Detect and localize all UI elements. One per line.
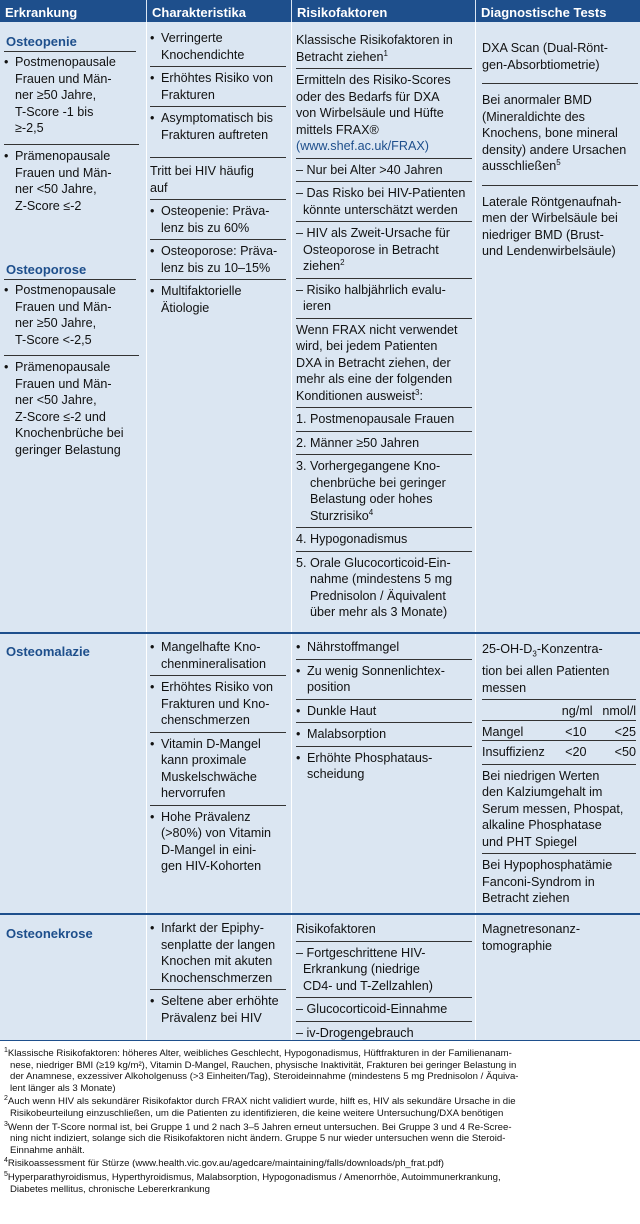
list-item: – iv-Drogengebrauch [296, 1025, 414, 1040]
list-item: • Dunkle Haut [296, 703, 472, 720]
lateral-xray: Laterale Röntgenaufnah- men der Wirbelsäule bei niedriger BMD (Brust- und Lendenwirbelsäule) [482, 194, 622, 258]
vitamin-d-table: ng/ml nmol/l Mangel <10 <25 Insuffizienz <20 <50 [482, 704, 636, 760]
frax-alternative: Wenn FRAX nicht verwendet wird, bei jedem Patienten DXA in Betracht ziehen, der mehr als eine der folgenden Konditionen ausweist$^3$: [296, 322, 458, 403]
list-item: – Fortgeschrittene HIV- Erkrankung (niedrige CD4- und T-Zellzahlen) [296, 945, 433, 993]
osteopenie-conditions [4, 54, 139, 214]
vitamin-d-measure: $25-OH-D_3-Konzentra-$ tion bei allen Patienten messen [482, 642, 610, 695]
list-item: – Risiko halbjährlich evalu- ieren [296, 282, 446, 313]
list-item: – Glucocorticoid-Einnahme [296, 1002, 448, 1016]
list-item: • Hohe Prävalenz (>80%) von Vitamin D-Mangel in eini- gen HIV-Kohorten [150, 809, 286, 875]
list-item: • Mangelhafte Kno- chenmineralisation [150, 639, 286, 672]
list-item: • Vitamin D-Mangel kann proximale Muskelschwäche hervorrufen [150, 736, 286, 802]
osteomalazie-characteristics [150, 639, 286, 875]
footnotes [4, 1048, 636, 1195]
footnote-4: $^4$Risikoassessment für Stürze (www.health.vic.gov.au/agedcare/maintaining/falls/downloads/ph_frat.pdf) [4, 1157, 444, 1170]
table-row: Mangel <10 <25 [482, 724, 636, 739]
title-osteopenie: Osteopenie [6, 34, 77, 49]
list-item: • Erhöhte Phosphataus- scheidung [296, 750, 472, 783]
osteonekrose-tests: Magnetresonanz- tomographie [482, 922, 581, 953]
list-item: • Prämenopausale Frauen und Män- ner <50 Jahre, Z-Score ≤-2 [4, 148, 139, 214]
list-item: • Multifaktorielle Ätiologie [150, 283, 286, 316]
osteoporose-conditions [4, 282, 139, 458]
list-item: 3. Vorhergegangene Kno- chenbrüche bei geringer Belastung oder hohes Sturzrisiko$^4$ [296, 459, 446, 523]
footnote-2: $^2$Auch wenn HIV als sekundärer Risikofaktor durch FRAX nicht validiert wurde, hilft es, HIV als sekundäre Ursache in die Risikobeurteilung einzuschließen, um die Patienten zu identifizieren, die keine weitere Untersuchung/DXA benötigen [4, 1095, 516, 1119]
frax-score: Ermitteln des Risiko-Scores oder des Bedarfs für DXA von Wirbelsäule und Hüfte mittels FRAX® (www.shef.ac.uk/FRAX) [296, 72, 472, 155]
osteopenie-characteristics [150, 30, 286, 316]
table-row: Insuffizienz <20 <50 [482, 745, 636, 760]
bmd-check: Bei anormaler BMD (Mineraldichte des Knochens, bone mineral density) andere Ursachen ausschließen$^5$ [482, 93, 627, 173]
list-item: • Malabsorption [296, 726, 472, 743]
list-item: • Prämenopausale Frauen und Män- ner <50 Jahre, Z-Score ≤-2 und Knochenbrüche bei geringer Belastung [4, 359, 139, 458]
list-item: 4. Hypogonadismus [296, 532, 408, 546]
list-item: • Osteoporose: Präva- lenz bis zu 10–15% [150, 243, 286, 276]
footnote-5: $^5$Hyperparathyroidismus, Hyperthyroidismus, Malabsorption, Hypogonadismus / Amenorrhöe, Autoimmunerkrankung, Diabetes mellitus, chronische Lebererkrankung [4, 1170, 501, 1195]
header-erkrankung: Erkrankung [0, 0, 146, 22]
list-item: 5. Orale Glucocorticoid-Ein- nahme (mindestens 5 mg Prednisolon / Äquivalent über mehr als 3 Monate) [296, 555, 453, 619]
list-item: 2. Männer ≥50 Jahren [296, 435, 420, 450]
list-item: • Asymptomatisch bis Frakturen auftreten [150, 110, 286, 143]
frax-link[interactable]: (www.shef.ac.uk/FRAX) [296, 139, 429, 153]
list-item: – Das Risko bei HIV-Patienten könnte unterschätzt werden [296, 186, 466, 217]
list-item: 1. Postmenopausale Frauen [296, 412, 455, 426]
list-item: • Verringerte Knochendichte [150, 30, 286, 63]
list-item: • Postmenopausale Frauen und Män- ner ≥50 Jahre, T-Score -1 bis ≥-2,5 [4, 54, 139, 142]
risk-title: Risikofaktoren [296, 922, 376, 936]
footnote-3: $^3$Wenn der T-Score normal ist, bei Gruppe 1 und 2 nach 3–5 Jahren erneut untersuchen. Bei Gruppe 3 und 4 Re-Scree- ning nicht indiziert, solange sich die Risikofaktoren nicht ändern. Gruppe 5 nur wieder untersuchen wenn die Steroid- Einnahme anhält. [4, 1120, 512, 1156]
fanconi-check: Bei Hypophosphatämie Fanconi-Syndrom in Betracht ziehen [482, 858, 613, 906]
list-item: • Seltene aber erhöhte Prävalenz bei HIV [150, 993, 286, 1026]
osteonekrose-characteristics [150, 920, 286, 1026]
osteopenie-risk-factors [296, 32, 472, 621]
title-osteomalazie: Osteomalazie [6, 644, 90, 659]
list-item: • Postmenopausale Frauen und Män- ner ≥50 Jahre, T-Score <-2,5 [4, 282, 139, 352]
list-item: • Erhöhtes Risiko von Frakturen und Kno- chenschmerzen [150, 679, 286, 729]
list-item: • Nährstoffmangel [296, 639, 472, 656]
list-item: • Erhöhtes Risiko von Frakturen [150, 70, 286, 103]
list-item: – Nur bei Alter >40 Jahren [296, 162, 443, 177]
footnote-1: $^1$Klassische Risikofaktoren: höheres Alter, weibliches Geschlecht, Hypogonadismus, Hüftfrakturen in der Familienanam- nese, niedriger BMI (≥19 kg/m²), Vitamin D-Mangel, Rauchen, physische Inaktivität, Frakturen bei geringer Belastung in der Anamnese, exzessiver Alkoholgenuss (>3 Einheiten/Tag), Steroideinnahme (mindestens 5 mg Prednisolon / Äquiva- lent länger als 3 Monate) [4, 1046, 519, 1094]
header-diagnostische-tests: Diagnostische Tests [476, 0, 640, 22]
title-osteoporose: Osteoporose [6, 262, 87, 277]
osteomalazie-tests [482, 641, 636, 907]
title-osteonekrose: Osteonekrose [6, 926, 93, 941]
header-charakteristika: Charakteristika [147, 0, 291, 22]
list-item: – HIV als Zweit-Ursache für Osteoporose in Betracht ziehen$^2$ [296, 226, 450, 273]
dxa-scan: DXA Scan (Dual-Rönt- gen-Absorbtiometrie) [482, 41, 608, 72]
osteonekrose-risk-factors [296, 921, 472, 1041]
list-item: • Osteopenie: Präva- lenz bis zu 60% [150, 203, 286, 236]
osteomalazie-risk-factors [296, 639, 472, 783]
classic-risk-factors: Klassische Risikofaktoren in Betracht ziehen$^1$ [296, 33, 453, 64]
hiv-frequency-note: Tritt bei HIV häufig auf [150, 164, 254, 195]
list-item: • Zu wenig Sonnenlichtex- position [296, 663, 472, 696]
list-item: • Infarkt der Epiphy- senplatte der langen Knochen mit akuten Knochenschmerzen [150, 920, 286, 986]
header-risikofaktoren: Risikofaktoren [292, 0, 475, 22]
calcium-check: Bei niedrigen Werten den Kalziumgehalt im Serum messen, Phospat, alkaline Phosphatase und PHT Spiegel [482, 768, 624, 849]
osteopenie-tests [482, 40, 638, 260]
